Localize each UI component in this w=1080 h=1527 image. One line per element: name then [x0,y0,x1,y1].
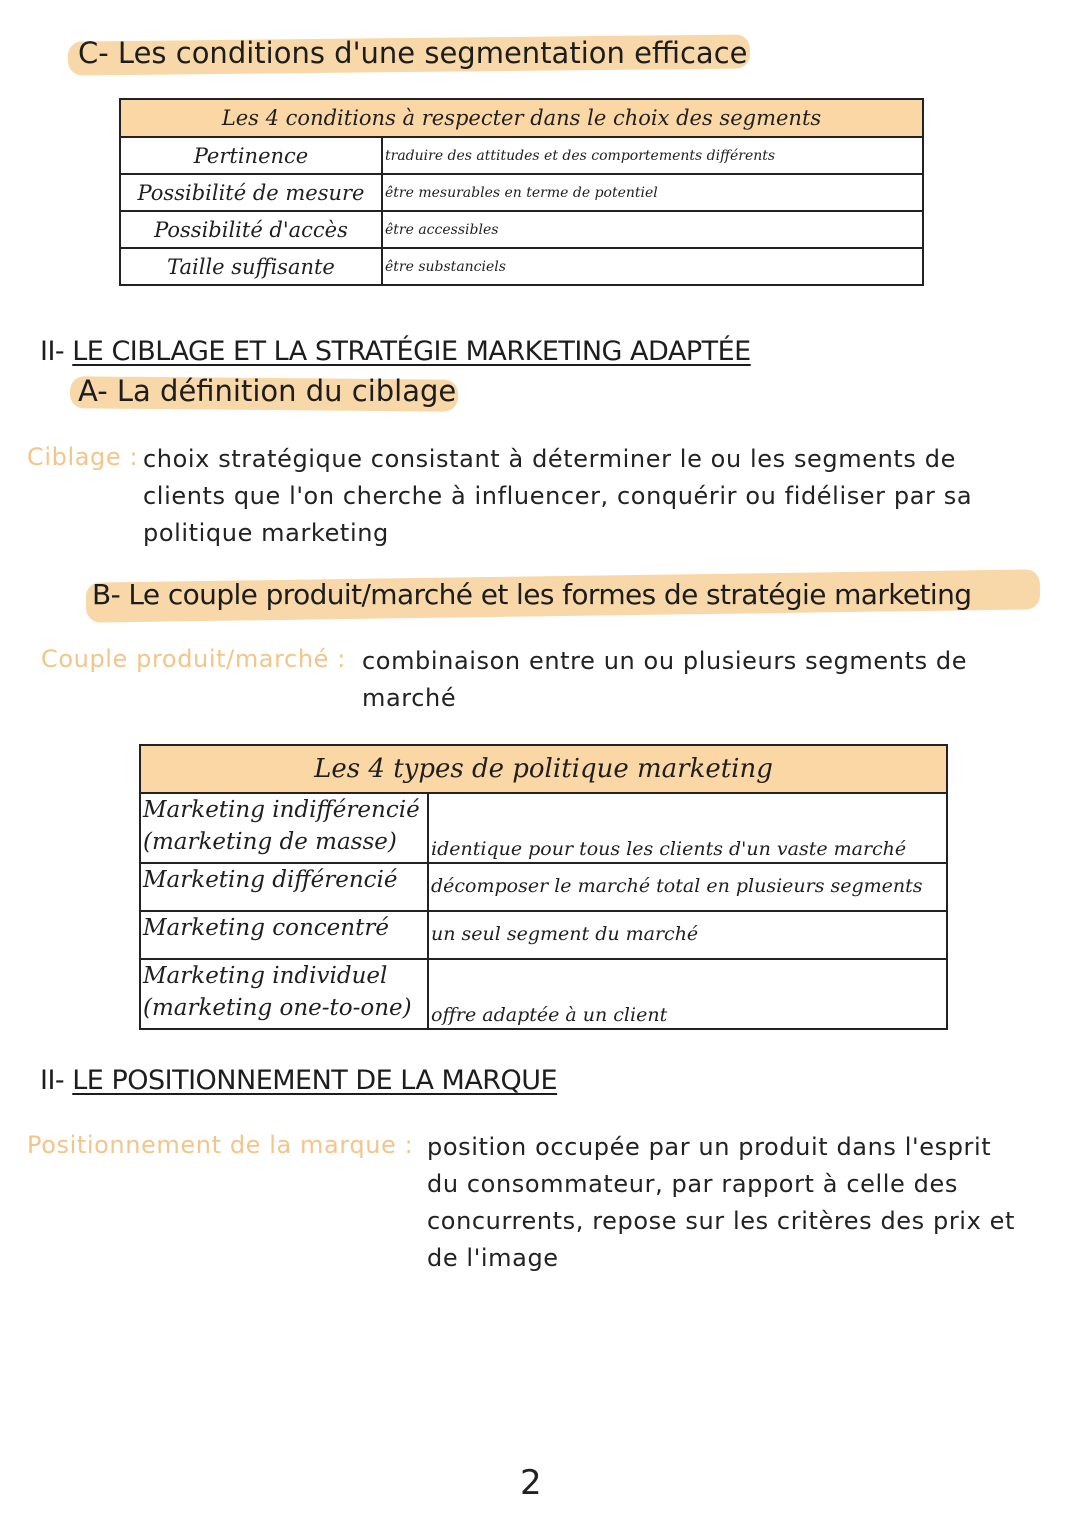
table-header: Les 4 types de politique marketing [140,745,947,793]
table-row [140,959,947,1029]
section-title: LE CIBLAGE ET LA STRATÉGIE MARKETING ADAPTÉE [72,336,751,367]
term-positionnement: Positionnement de la marque : [27,1131,414,1159]
definition-line: position occupée par un produit dans l'esprit [427,1133,992,1161]
term-ciblage: Ciblage : [27,443,139,471]
table-row [140,911,947,959]
row-label: Possibilité d'accès [120,211,382,248]
section-ii-position-heading [40,1065,557,1096]
sub-b-title: B- Le couple produit/marché et les formes de stratégie marketing [92,578,972,611]
page-number: 2 [520,1463,542,1503]
marketing-types-table [139,744,948,1030]
row-label [140,863,428,911]
table-row [120,137,923,174]
term-couple: Couple produit/marché : [41,645,346,673]
table-row [120,174,923,211]
row-desc: identique pour tous les clients d'un vaste marché [428,793,947,863]
sub-a-title: A- La définition du ciblage [78,374,457,408]
definition-line: concurrents, repose sur les critères des prix et [427,1207,1015,1235]
definition-line: combinaison entre un ou plusieurs segments de [362,647,968,675]
row-label-line: Marketing différencié [143,867,398,893]
conditions-table [119,98,924,286]
section-numeral: II- [40,336,65,367]
section-ii-ciblage-heading [40,336,751,367]
row-label-line: (marketing one-to-one) [143,995,412,1021]
table-row [140,793,947,863]
definition-line: marché [362,684,457,712]
table-header: Les 4 conditions à respecter dans le choix des segments [120,99,923,137]
row-label: Pertinence [120,137,382,174]
section-c-title: C- Les conditions d'une segmentation efficace [78,36,748,70]
table-header-row [140,745,947,793]
table-header-row [120,99,923,137]
row-label-line: Marketing indifférencié [143,797,420,823]
row-desc: décomposer le marché total en plusieurs segments [428,863,947,911]
row-label: Taille suffisante [120,248,382,285]
row-desc: être mesurables en terme de potentiel [382,174,923,211]
row-desc: offre adaptée à un client [428,959,947,1029]
section-numeral: II- [40,1065,65,1096]
definition-couple [362,643,967,717]
definition-line: politique marketing [143,519,389,547]
row-desc: être accessibles [382,211,923,248]
definition-positionnement [427,1129,1015,1277]
definition-line: de l'image [427,1244,559,1272]
row-label-line: Marketing concentré [143,915,389,941]
row-label-line: (marketing de masse) [143,829,397,855]
row-label [140,911,428,959]
definition-line: clients que l'on cherche à influencer, conquérir ou fidéliser par sa [143,482,973,510]
table-row [120,211,923,248]
definition-line: du consommateur, par rapport à celle des [427,1170,958,1198]
row-label [140,959,428,1029]
definition-line: choix stratégique consistant à déterminer le ou les segments de [143,445,956,473]
row-label [140,793,428,863]
definition-ciblage [143,441,972,552]
section-title: LE POSITIONNEMENT DE LA MARQUE [72,1065,558,1096]
table-row [120,248,923,285]
row-label: Possibilité de mesure [120,174,382,211]
row-desc: être substanciels [382,248,923,285]
row-desc: un seul segment du marché [428,911,947,959]
row-desc: traduire des attitudes et des comportements différents [382,137,923,174]
row-label-line: Marketing individuel [143,963,388,989]
table-row [140,863,947,911]
